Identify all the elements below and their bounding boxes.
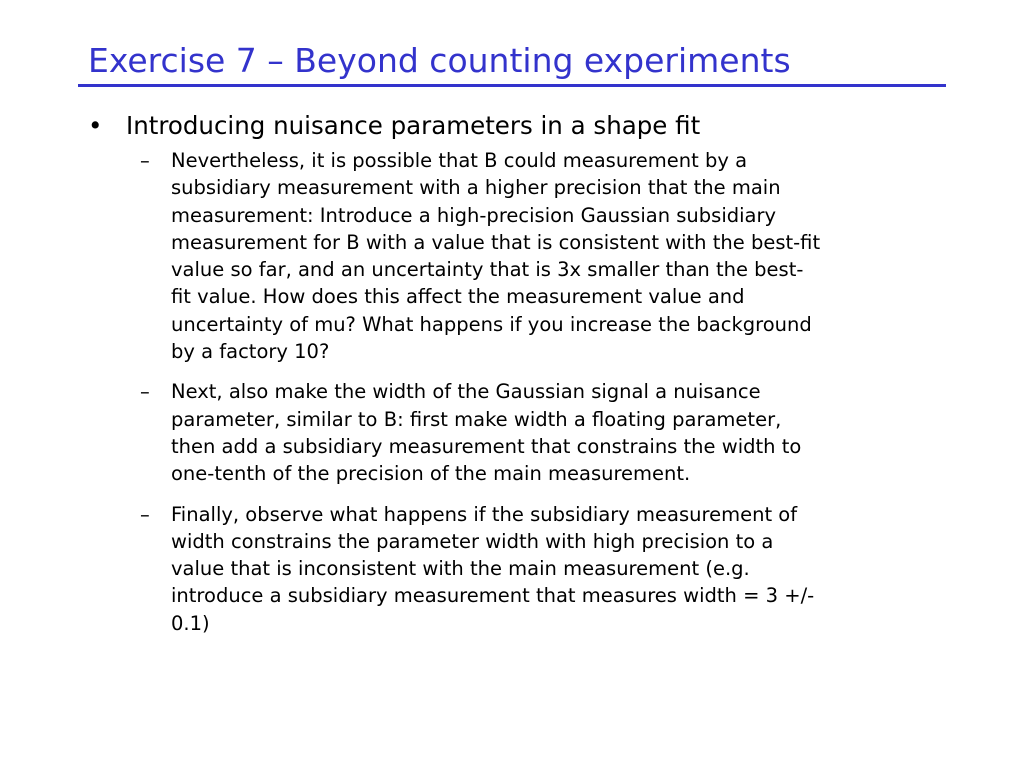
sub-bullet-dash: – bbox=[140, 502, 150, 526]
text-line: value that is inconsistent with the main measurement (e.g. bbox=[171, 557, 750, 581]
bullet-item bbox=[88, 108, 948, 144]
text-line: value so far, and an uncertainty that is 3x smaller than the best- bbox=[171, 258, 804, 282]
slide-title: Exercise 7 – Beyond counting experiments bbox=[88, 41, 791, 80]
text-line: introduce a subsidiary measurement that measures width = 3 +/- bbox=[171, 584, 815, 608]
text-line: then add a subsidiary measurement that constrains the width to bbox=[171, 434, 802, 458]
text-line: Finally, observe what happens if the subsidiary measurement of bbox=[171, 502, 798, 526]
text-line: Next, also make the width of the Gaussian signal a nuisance bbox=[171, 380, 761, 404]
text-line: measurement: Introduce a high-precision Gaussian subsidiary bbox=[171, 203, 777, 227]
sub-bullet-text bbox=[171, 378, 946, 487]
sub-bullet-dash: – bbox=[140, 380, 150, 404]
sub-bullet-item bbox=[88, 147, 948, 365]
text-line: Nevertheless, it is possible that B could measurement by a bbox=[171, 149, 748, 172]
text-line: subsidiary measurement with a higher precision that the main bbox=[171, 176, 781, 200]
sub-bullet-list bbox=[88, 147, 948, 637]
text-line: 0.1) bbox=[171, 611, 210, 635]
slide-content bbox=[88, 108, 948, 650]
text-line: parameter, similar to B: first make width a floating parameter, bbox=[171, 407, 782, 431]
sub-bullet-item bbox=[88, 501, 948, 637]
text-line: measurement for B with a value that is consistent with the best-fit bbox=[171, 230, 821, 254]
bullet-text: Introducing nuisance parameters in a shape fit bbox=[126, 111, 701, 140]
sub-bullet-text bbox=[171, 147, 946, 365]
bullet-mark: • bbox=[88, 111, 103, 140]
text-line: fit value. How does this affect the measurement value and bbox=[171, 285, 745, 309]
sub-bullet-text bbox=[171, 501, 946, 637]
text-line: by a factory 10? bbox=[171, 340, 330, 364]
sub-bullet-dash: – bbox=[140, 149, 150, 172]
sub-bullet-item bbox=[88, 378, 948, 487]
text-line: one-tenth of the precision of the main measurement. bbox=[171, 462, 691, 486]
title-underline bbox=[78, 84, 946, 87]
text-line: uncertainty of mu? What happens if you increase the background bbox=[171, 312, 812, 336]
text-line: width constrains the parameter width with high precision to a bbox=[171, 529, 774, 553]
